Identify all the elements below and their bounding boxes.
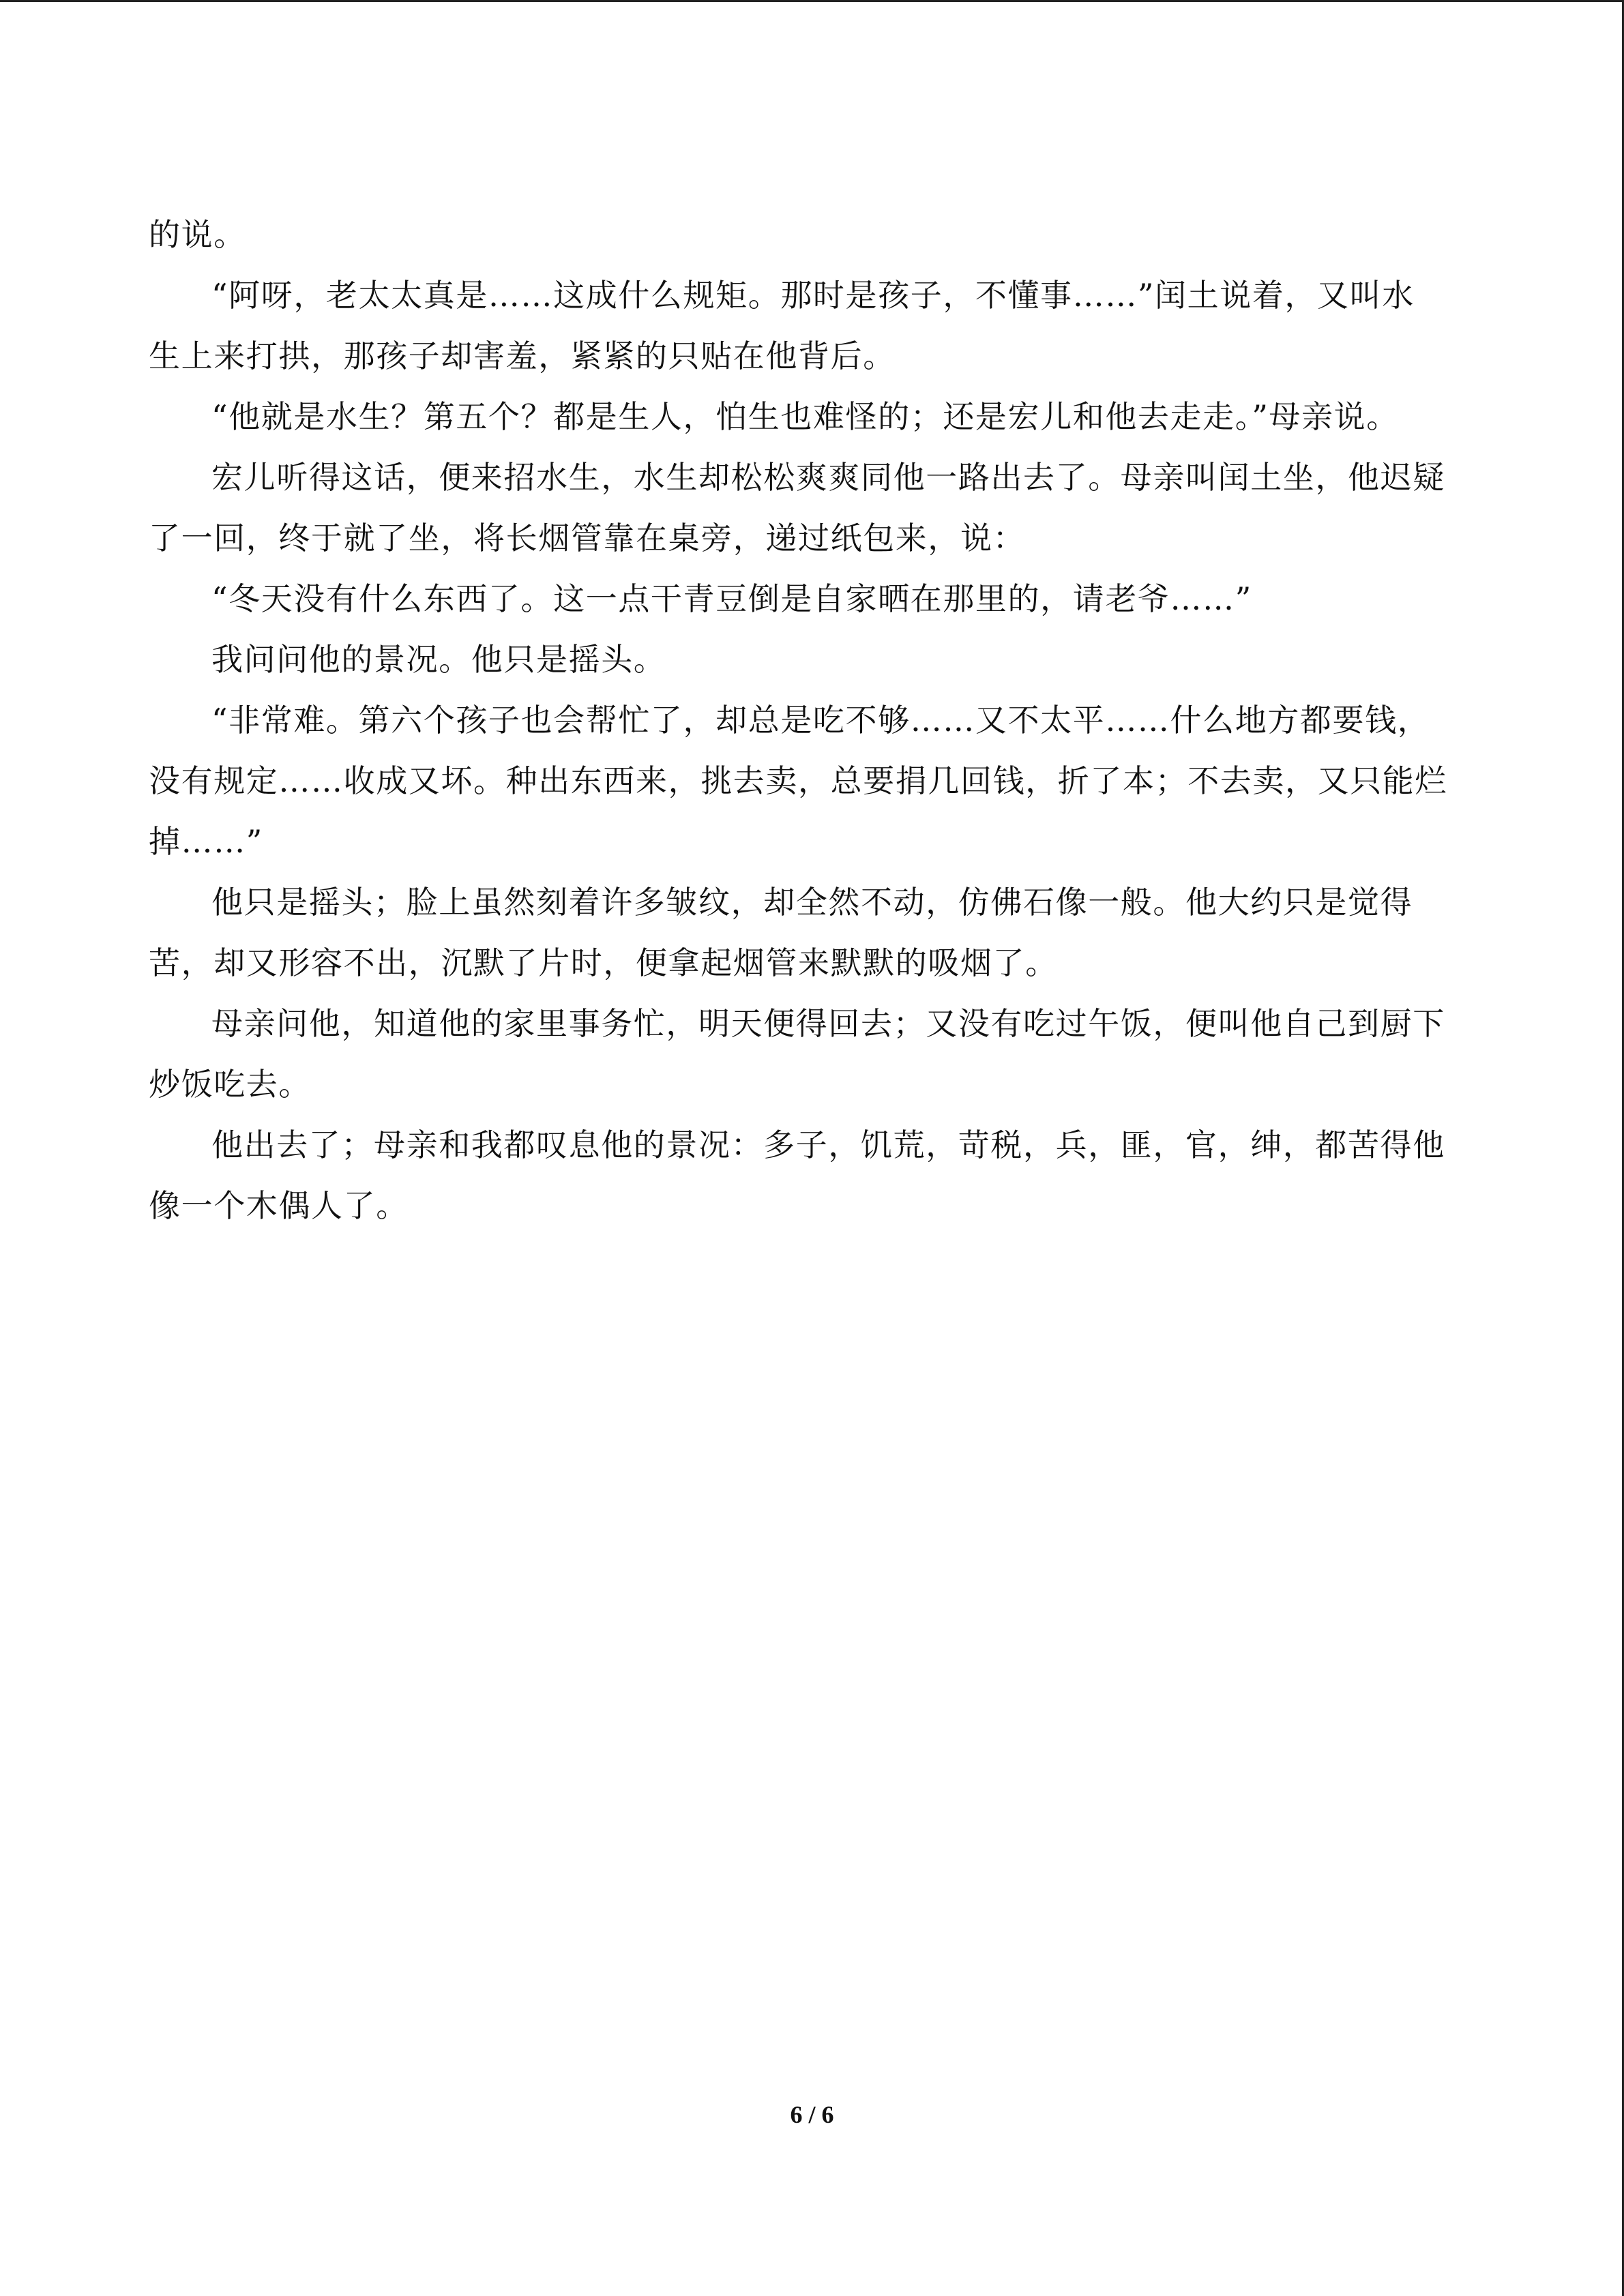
document-body (149, 205, 1458, 1236)
text-line: 他出去了；母亲和我都叹息他的景况：多子，饥荒，苛税，兵，匪，官，绅，都苦得他 (211, 1127, 1445, 1163)
text-line: 了一回，终于就了坐，将长烟管靠在桌旁，递过纸包来，说： (149, 520, 1026, 556)
text-line: “他就是水生？第五个？都是生人，怕生也难怪的；还是宏儿和他去走走。”母亲说。 (211, 398, 1399, 435)
text-line: 炒饭吃去。 (149, 1066, 311, 1103)
text-line: 苦，却又形容不出，沉默了片时，便拿起烟管来默默的吸烟了。 (149, 944, 1058, 981)
text-line: 宏儿听得这话，便来招水生，水生却松松爽爽同他一路出去了。母亲叫闰土坐，他迟疑 (211, 459, 1445, 496)
text-line: “非常难。第六个孩子也会帮忙了，却总是吃不够……又不太平……什么地方都要钱， (211, 702, 1430, 739)
page-number: 6 / 6 (790, 2101, 834, 2128)
text-line: 掉……” (149, 823, 263, 860)
text-line: 的说。 (149, 216, 246, 253)
text-line: 母亲问他，知道他的家里事务忙，明天便得回去；又没有吃过午饭，便叫他自己到厨下 (211, 1005, 1445, 1042)
text-line: 我问问他的景况。他只是摇头。 (211, 641, 666, 678)
text-line: 像一个木偶人了。 (149, 1187, 409, 1224)
text-line: 生上来打拱，那孩子却害羞，紧紧的只贴在他背后。 (149, 338, 896, 374)
text-line: 没有规定……收成又坏。种出东西来，挑去卖，总要捐几回钱，折了本；不去卖，又只能烂 (149, 762, 1447, 799)
text-line: “阿呀，老太太真是……这成什么规矩。那时是孩子，不懂事……”闰土说着，又叫水 (211, 277, 1415, 314)
text-line: 他只是摇头；脸上虽然刻着许多皱纹，却全然不动，仿佛石像一般。他大约只是觉得 (211, 884, 1413, 921)
text-line: “冬天没有什么东西了。这一点干青豆倒是自家晒在那里的，请老爷……” (211, 580, 1252, 617)
